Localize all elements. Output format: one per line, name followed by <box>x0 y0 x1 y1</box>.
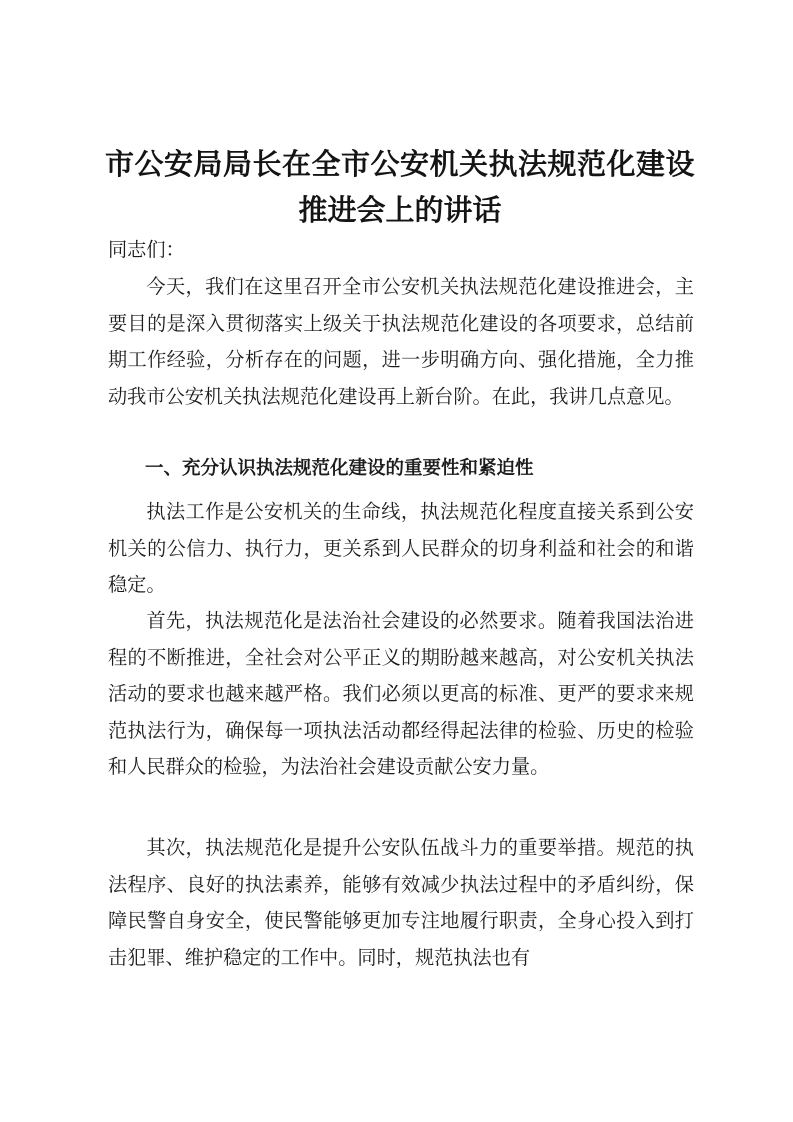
body-paragraph: 其次，执法规范化是提升公安队伍战斗力的重要举措。规范的执法程序、良好的执法素养，能够有效减少执法过程中的矛盾纠纷，保障民警自身安全，使民警能够更加专注地履行职责，全身心投入到打击犯罪、维护稳定的工作中。同时，规范执法也有 <box>108 836 694 969</box>
document-title-line-1: 市公安局局长在全市公安机关执法规范化建设 <box>104 147 695 181</box>
body-paragraph: 首先，执法规范化是法治社会建设的必然要求。随着我国法治进程的不断推进，全社会对公平正义的期盼越来越高，对公安机关执法活动的要求也越来越严格。我们必须以更高的标准、更严的要求来规范执法行为，确保每一项执法活动都经得起法律的检验、历史的检验和人民群众的检验，为法治社会建设贡献公安力量。 <box>108 609 694 778</box>
section-heading: 一、充分认识执法规范化建设的重要性和紧迫性 <box>145 458 534 479</box>
body-paragraph: 执法工作是公安机关的生命线，执法规范化程度直接关系到公安机关的公信力、执行力，更关系到人民群众的切身利益和社会的和谐稳定。 <box>108 500 694 596</box>
document-title-line-2: 推进会上的讲话 <box>298 193 502 227</box>
salutation: 同志们： <box>108 238 185 261</box>
intro-paragraph: 今天，我们在这里召开全市公安机关执法规范化建设推进会，主要目的是深入贯彻落实上级关于执法规范化建设的各项要求，总结前期工作经验，分析存在的问题，进一步明确方向、强化措施，全力推动我市公安机关执法规范化建设再上新台阶。在此，我讲几点意见。 <box>108 275 694 408</box>
